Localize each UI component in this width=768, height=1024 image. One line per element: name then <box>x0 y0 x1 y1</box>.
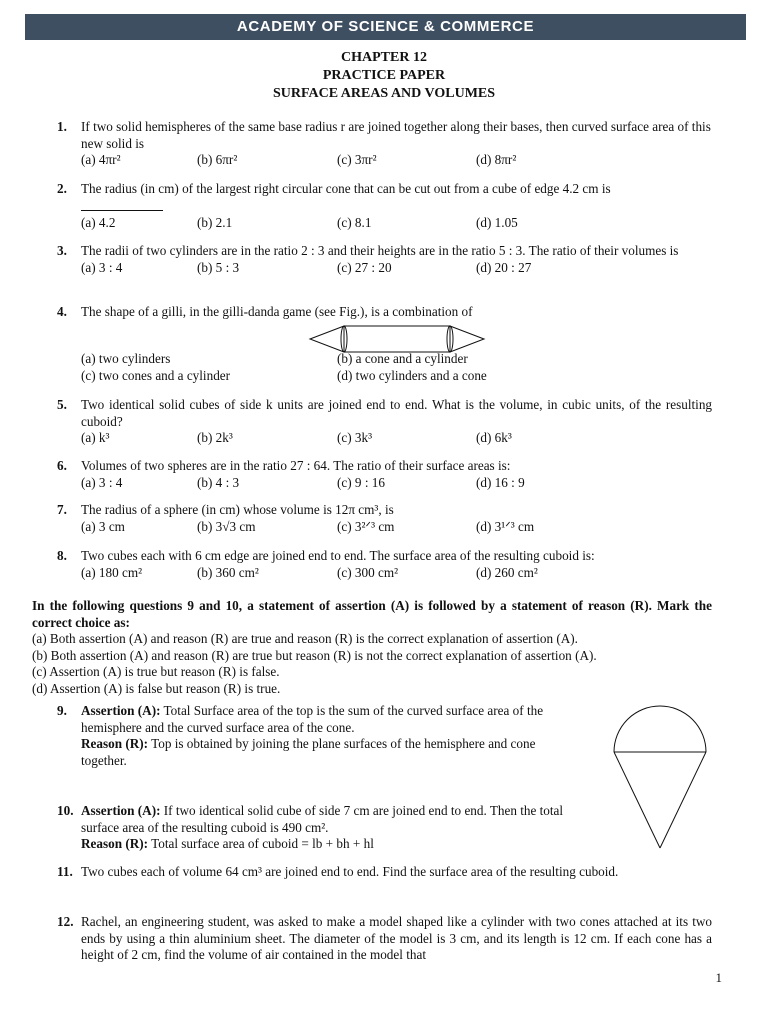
option-a: (a) 3 : 4 <box>81 474 123 490</box>
reason-body: Top is obtained by joining the plane surfaces of the hemisphere and cone together. <box>81 736 536 768</box>
option-c: (c) 300 cm² <box>337 564 399 580</box>
option-d: (d) 6k³ <box>476 430 512 446</box>
question-number: 9. <box>57 703 67 718</box>
instructions-lead: In the following questions 9 and 10, a statement of assertion (A) is followed by a statement of reason (R). Mark the correct choice as: <box>32 598 712 630</box>
question-7 <box>57 502 712 535</box>
question-number: 11. <box>57 864 73 879</box>
question-number: 2. <box>57 181 67 196</box>
question-text: Two identical solid cubes of side k units are joined end to end. What is the volume, in cubic units, of the resulting cuboid? <box>81 397 712 429</box>
reason-body: Total surface area of cuboid = lb + bh + hl <box>151 836 374 852</box>
assertion-label: Assertion (A): <box>81 703 161 718</box>
option-b: (b) 3√3 cm <box>197 518 256 534</box>
option-b: (b) 2.1 <box>197 214 233 230</box>
instruction-b: (b) Both assertion (A) and reason (R) are true but reason (R) is not the correct explanation of assertion (A). <box>32 647 597 663</box>
option-c: (c) two cones and a cylinder <box>81 367 231 383</box>
option-b: (b) a cone and a cylinder <box>337 351 468 366</box>
option-b: (b) 4 : 3 <box>197 474 240 490</box>
option-d: (d) 260 cm² <box>476 564 538 580</box>
option-d: (d) 3¹ᐟ³ cm <box>476 518 535 534</box>
option-b: (b) 2k³ <box>197 430 233 446</box>
option-c: (c) 27 : 20 <box>337 259 392 275</box>
question-number: 3. <box>57 243 67 258</box>
option-b: (b) 6πr² <box>197 152 238 168</box>
instruction-d: (d) Assertion (A) is false but reason (R) is true. <box>32 680 281 696</box>
option-a: (a) 4.2 <box>81 214 116 230</box>
question-12 <box>57 914 712 964</box>
option-b: (b) 5 : 3 <box>197 259 240 275</box>
question-number: 10. <box>57 803 74 818</box>
question-4 <box>57 304 712 321</box>
question-9 <box>57 703 562 769</box>
question-number: 6. <box>57 458 67 473</box>
assertion-body: If two identical solid cube of side 7 cm are joined end to end. Then the total surface area of the resulting cuboid is 490 cm². <box>81 803 564 835</box>
options-row <box>81 152 712 169</box>
instruction-c: (c) Assertion (A) is true but reason (R) is false. <box>32 664 280 680</box>
option-d: (d) 1.05 <box>476 214 518 230</box>
question-2 <box>57 181 712 231</box>
top-figure <box>612 702 708 850</box>
option-d: (d) two cylinders and a cone <box>337 367 487 383</box>
question-number: 4. <box>57 304 67 319</box>
assertion-reason-instructions <box>32 598 712 698</box>
answer-blank <box>81 198 163 211</box>
paper-heading: PRACTICE PAPER <box>322 68 446 83</box>
question-11 <box>57 864 712 881</box>
reason-label: Reason (R): <box>81 836 149 852</box>
options-row <box>81 430 712 447</box>
option-d: (d) 16 : 9 <box>476 474 525 490</box>
option-a: (a) 180 cm² <box>81 564 143 580</box>
reason-text <box>81 836 592 853</box>
option-a: (a) k³ <box>81 430 110 446</box>
options-row <box>81 565 712 582</box>
question-text: The radius of a sphere (in cm) whose volume is 12π cm³, is <box>81 502 394 517</box>
question-text: Two cubes each of volume 64 cm³ are joined end to end. Find the surface area of the resulting cuboid. <box>81 864 619 879</box>
option-c: (c) 8.1 <box>337 214 372 230</box>
question-text: The shape of a gilli, in the gilli-danda game (see Fig.), is a combination of <box>81 304 473 319</box>
question-text: The radius (in cm) of the largest right circular cone that can be cut out from a cube of edge 4.2 cm is <box>81 181 611 196</box>
chapter-heading: CHAPTER 12 <box>341 50 427 65</box>
reason-text <box>81 736 562 769</box>
question-text: Rachel, an engineering student, was asked to make a model shaped like a cylinder with two cones attached at its two ends by using a thin aluminium sheet. The diameter of the model is 3 cm, and its length is 12 cm. If each cone has a height of 2 cm, find the volume of air contained in the model that <box>81 914 712 963</box>
option-d: (d) 8πr² <box>476 152 517 168</box>
question-number: 7. <box>57 502 67 517</box>
option-d: (d) 20 : 27 <box>476 259 532 275</box>
instruction-a: (a) Both assertion (A) and reason (R) are true and reason (R) is the correct explanation of assertion (A). <box>32 631 578 647</box>
assertion-body: Total Surface area of the top is the sum of the curved surface area of the hemisphere and the curved surface area of the cone. <box>81 703 544 735</box>
options-row <box>81 351 712 368</box>
option-c: (c) 3πr² <box>337 152 377 168</box>
question-1 <box>57 119 712 169</box>
option-a: (a) 3 cm <box>81 518 125 534</box>
options-row <box>81 475 712 492</box>
assertion-text <box>81 803 592 836</box>
reason-label: Reason (R): <box>81 736 149 752</box>
page-number: 1 <box>715 970 722 985</box>
assertion-label: Assertion (A): <box>81 803 161 818</box>
question-8 <box>57 548 712 581</box>
option-a: (a) 4πr² <box>81 152 121 168</box>
question-number: 1. <box>57 119 67 134</box>
options-row <box>81 260 712 277</box>
option-c: (c) 9 : 16 <box>337 474 385 490</box>
option-a: (a) 3 : 4 <box>81 259 123 275</box>
options-row <box>81 215 712 232</box>
topic-heading: SURFACE AREAS AND VOLUMES <box>272 86 496 101</box>
question-number: 5. <box>57 397 67 412</box>
question-text: Two cubes each with 6 cm edge are joined end to end. The surface area of the resulting cuboid is: <box>81 548 595 563</box>
question-text: Volumes of two spheres are in the ratio 27 : 64. The ratio of their surface areas is: <box>81 458 511 473</box>
question-text: The radii of two cylinders are in the ratio 2 : 3 and their heights are in the ratio 5 : 3. The ratio of their volumes is <box>81 243 679 258</box>
question-6 <box>57 458 712 491</box>
options-row <box>81 368 712 385</box>
header-banner: ACADEMY OF SCIENCE & COMMERCE <box>25 14 746 40</box>
option-c: (c) 3k³ <box>337 430 373 446</box>
assertion-text <box>81 703 562 736</box>
question-5 <box>57 397 712 447</box>
option-b: (b) 360 cm² <box>197 564 259 580</box>
option-c: (c) 3²ᐟ³ cm <box>337 518 395 534</box>
question-number: 12. <box>57 914 74 929</box>
option-a: (a) two cylinders <box>81 351 171 366</box>
question-4-options <box>57 351 712 384</box>
question-number: 8. <box>57 548 67 563</box>
options-row <box>81 519 712 536</box>
question-10 <box>57 803 592 853</box>
question-text: If two solid hemispheres of the same base radius r are joined together along their bases, then curved surface area of this new solid is <box>81 119 711 151</box>
question-3 <box>57 243 712 276</box>
